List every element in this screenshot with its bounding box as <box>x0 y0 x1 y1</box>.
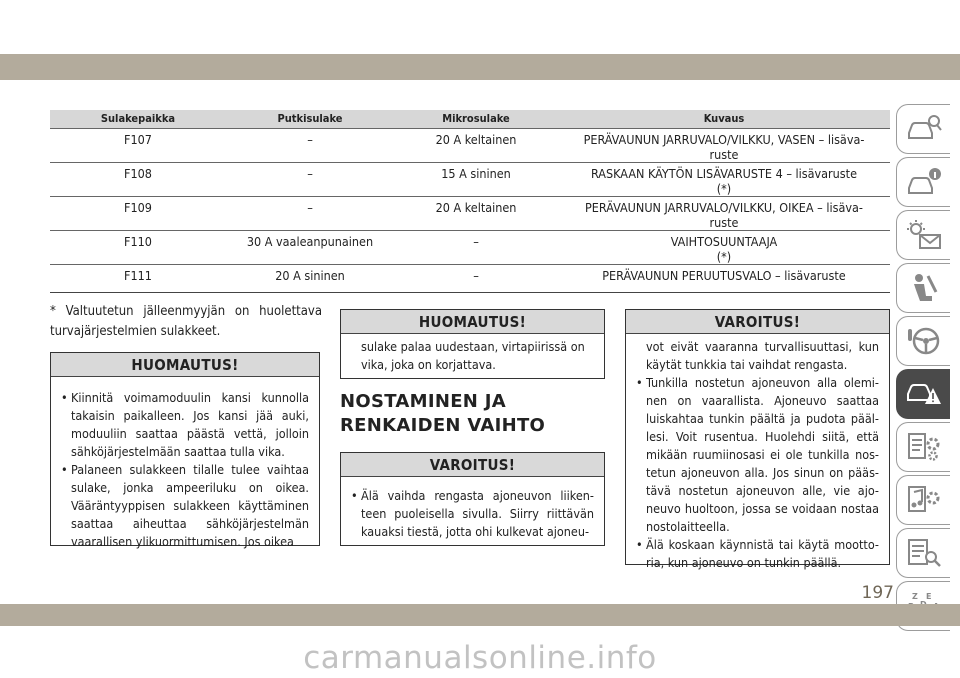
table-cell: 15 A sininen <box>394 162 558 196</box>
table-cell: F107 <box>50 128 226 162</box>
car-info-icon <box>906 166 942 198</box>
column-header: Sulakepaikka <box>50 110 226 128</box>
section-heading: NOSTAMINEN JA RENKAIDEN VAIHTO <box>340 391 546 436</box>
search-list-icon <box>906 537 942 569</box>
table-cell: – <box>226 128 394 162</box>
bottom-band <box>0 604 960 626</box>
warning-box-continued <box>625 309 890 570</box>
steering-wheel-icon <box>906 325 942 357</box>
car-search-icon <box>906 113 942 145</box>
seat-person-icon <box>906 272 942 304</box>
table-cell: PERÄVAUNUN PERUUTUSVALO – lisävaruste <box>558 264 890 292</box>
page-number: 197 <box>861 583 894 603</box>
chapter-tab-vehicle-info[interactable] <box>896 157 950 207</box>
table-cell: F109 <box>50 196 226 230</box>
notice-box-continued <box>340 309 605 379</box>
music-gear-icon <box>906 484 942 516</box>
table-cell: PERÄVAUNUN JARRUVALO/VILKKU, VASEN – lisäva- ruste <box>558 128 890 162</box>
warning-body <box>341 477 604 549</box>
warning-title: VAROITUS! <box>626 310 889 334</box>
chapter-tab-warning-lights[interactable] <box>896 210 950 260</box>
notice-body <box>51 377 319 559</box>
footnote: * Valtuutetun jälleenmyyjän on huolettava turvajärjestelmien sulakkeet. <box>50 304 322 339</box>
top-band <box>0 54 960 80</box>
table-cell: F110 <box>50 230 226 264</box>
car-hazard-icon <box>906 378 942 410</box>
chapter-tab-specifications[interactable] <box>896 528 950 578</box>
notice-title: HUOMAUTUS! <box>51 353 319 377</box>
chapter-tabs <box>896 104 950 634</box>
table-row <box>50 196 890 230</box>
column-header: Kuvaus <box>558 110 890 128</box>
table-cell: – <box>394 230 558 264</box>
table-row <box>50 128 890 162</box>
warning-light-mail-icon <box>906 219 942 251</box>
chapter-tab-starting-operating[interactable] <box>896 316 950 366</box>
notice-title: HUOMAUTUS! <box>341 310 604 334</box>
warning-list <box>636 374 879 572</box>
table-cell: 20 A keltainen <box>394 128 558 162</box>
table-row <box>50 162 890 196</box>
list-item: • Tunkilla nostetun ajoneuvon alla olemi-nen on vaarallista. Ajoneuvo saattaa luiskahtaa tunkin päältä ja pudota pääl-lesi. Voit rusentua. Huolehdi siitä, että mikään ruumiinosasi ei ole tunkilla nos-tetun ajoneuvon alla. Jos sinun on pääs-tävä nostetun ajoneuvon alle, vie ajo-neuvo huoltoon, jossa se voidaan nostaa nostolaitteella. <box>636 374 879 536</box>
column-header: Mikrosulake <box>394 110 558 128</box>
notice-list <box>61 389 309 551</box>
chapter-tab-servicing[interactable] <box>896 422 950 472</box>
chapter-tab-multimedia[interactable] <box>896 475 950 525</box>
chapter-tab-in-case-of-emergency[interactable] <box>896 369 950 419</box>
fuse-table <box>50 110 890 293</box>
table-cell: – <box>394 264 558 292</box>
table-cell: VAIHTOSUUNTAAJA (*) <box>558 230 890 264</box>
table-cell: 30 A vaaleanpunainen <box>226 230 394 264</box>
column-header: Putkisulake <box>226 110 394 128</box>
chapter-tab-getting-to-know[interactable] <box>896 104 950 154</box>
table-cell: 20 A keltainen <box>394 196 558 230</box>
warning-lead-text: vot eivät vaaranna turvallisuuttasi, kun käytät tunkkia tai vaihdat rengasta. <box>646 339 879 372</box>
warning-title: VAROITUS! <box>341 453 604 477</box>
warning-box <box>340 452 605 546</box>
notice-body: sulake palaa uudestaan, virtapiirissä on vika, joka on korjattava. <box>361 339 585 372</box>
table-cell: RASKAAN KÄYTÖN LISÄVARUSTE 4 – lisävaruste (*) <box>558 162 890 196</box>
table-cell: F111 <box>50 264 226 292</box>
notice-box <box>50 352 320 549</box>
table-cell: 20 A sininen <box>226 264 394 292</box>
table-cell: PERÄVAUNUN JARRUVALO/VILKKU, OIKEA – lisäva- ruste <box>558 196 890 230</box>
list-item: • Älä vaihda rengasta ajoneuvon liiken-teen puoleisella sivulla. Siirry riittävän kauaksi tiestä, jotta ohi kulkevat ajoneu- <box>351 487 594 541</box>
list-item: • Palaneen sulakkeen tilalle tulee vaihtaa sulake, jonka ampeeriluku on oikea. Vääräntyyppisen sulakkeen käyttäminen saattaa aiheuttaa sähköjärjestelmän vaarallisen ylikuormittumisen. Jos oikea <box>61 461 309 551</box>
table-cell: – <box>226 162 394 196</box>
table-header-row <box>50 110 890 128</box>
list-item: • Kiinnitä voimamoduulin kansi kunnolla takaisin paikalleen. Jos kansi jää auki, moduuliin saattaa päästä vettä, jolloin sähköjärjestelmään saattaa tulla vika. <box>61 389 309 461</box>
table-row <box>50 230 890 264</box>
list-gear-icon <box>906 431 942 463</box>
warning-list <box>351 487 594 541</box>
list-item: • Älä koskaan käynnistä tai käytä mootto-ria, kun ajoneuvo on tunkin päällä. <box>636 536 879 572</box>
watermark-text: carmanualsonline.info <box>303 640 657 676</box>
chapter-tab-safety[interactable] <box>896 263 950 313</box>
table-cell: – <box>226 196 394 230</box>
svg-text:Z: Z <box>911 592 918 601</box>
svg-text:E: E <box>925 592 931 601</box>
warning-body <box>626 334 889 580</box>
table-row <box>50 264 890 292</box>
table-cell: F108 <box>50 162 226 196</box>
